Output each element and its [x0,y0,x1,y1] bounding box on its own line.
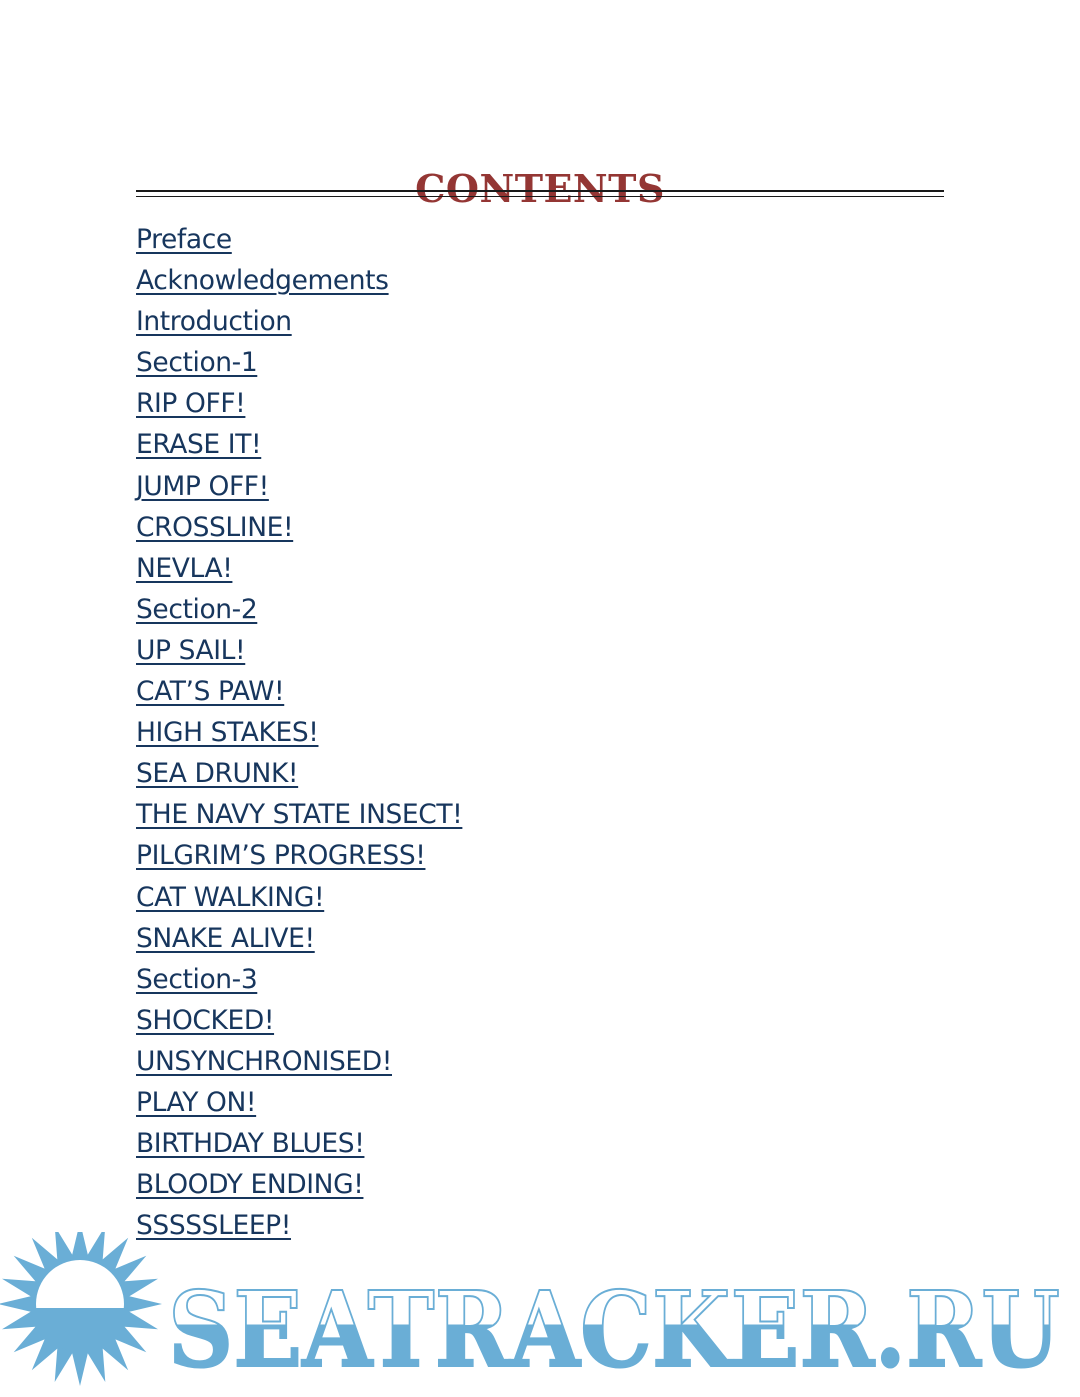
toc-item [136,671,462,712]
watermark [0,1232,1080,1397]
title-divider [136,190,944,197]
toc-link[interactable]: ERASE IT! [136,429,262,461]
toc-item [136,589,462,630]
watermark-text: SEATRACKER.RU [168,1268,1060,1391]
sun-burst-icon [0,1232,162,1386]
toc-item [136,424,462,465]
page-title: CONTENTS [415,166,665,212]
toc-item [136,219,462,260]
toc-link[interactable]: BLOODY ENDING! [136,1169,364,1201]
toc-link[interactable]: UNSYNCHRONISED! [136,1045,392,1077]
toc-item [136,918,462,959]
toc-item [136,794,462,835]
toc-link[interactable]: Acknowledgements [136,265,389,297]
toc-link[interactable]: CAT’S PAW! [136,676,285,708]
toc-link[interactable]: Section-3 [136,963,258,995]
toc-item [136,466,462,507]
toc-link[interactable]: RIP OFF! [136,388,246,420]
toc-item [136,630,462,671]
toc-item [136,548,462,589]
toc-link[interactable]: CROSSLINE! [136,511,294,543]
toc-link[interactable]: PILGRIM’S PROGRESS! [136,840,426,872]
toc-item [136,383,462,424]
toc-link[interactable]: SSSSSLEEP! [136,1210,291,1242]
toc-item [136,301,462,342]
toc-item [136,835,462,876]
toc-link[interactable]: BIRTHDAY BLUES! [136,1128,365,1160]
toc-item [136,342,462,383]
toc-link[interactable]: THE NAVY STATE INSECT! [136,799,463,831]
table-of-contents [136,219,462,1246]
toc-item [136,753,462,794]
toc-item [136,1164,462,1205]
toc-item [136,712,462,753]
toc-item [136,877,462,918]
toc-link[interactable]: CAT WALKING! [136,881,325,913]
toc-link[interactable]: Preface [136,224,232,255]
toc-link[interactable]: NEVLA! [136,552,233,584]
toc-item [136,507,462,548]
toc-link[interactable]: Section-1 [136,347,258,379]
toc-item [136,1041,462,1082]
toc-link[interactable]: PLAY ON! [136,1086,257,1118]
toc-link[interactable]: HIGH STAKES! [136,717,319,749]
toc-item [136,1082,462,1123]
toc-link[interactable]: SNAKE ALIVE! [136,922,315,954]
toc-link[interactable]: SEA DRUNK! [136,758,299,790]
toc-link[interactable]: JUMP OFF! [136,470,269,502]
toc-link[interactable]: UP SAIL! [136,634,246,666]
toc-item [136,1000,462,1041]
toc-item [136,959,462,1000]
toc-link[interactable]: SHOCKED! [136,1004,275,1036]
toc-link[interactable]: Section-2 [136,593,258,625]
toc-link[interactable]: Introduction [136,306,292,338]
toc-item [136,1123,462,1164]
toc-item [136,260,462,301]
